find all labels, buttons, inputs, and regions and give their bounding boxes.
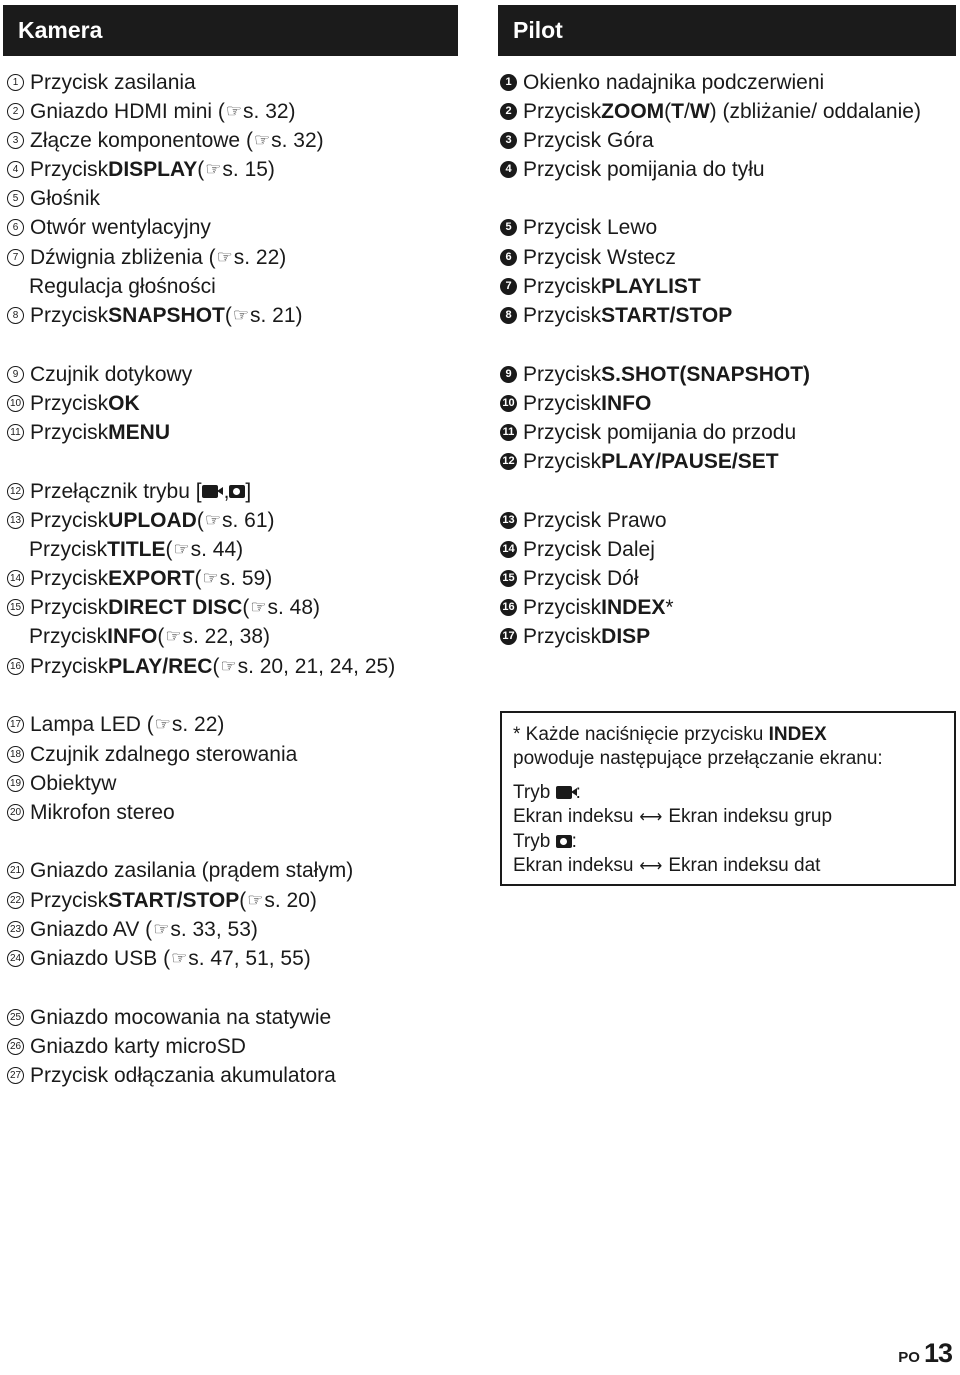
mode-label: Tryb: [513, 782, 551, 803]
list-item: [3, 710, 224, 739]
item-text-ref: s. 20): [264, 889, 317, 912]
item-text-pre: Przycisk: [523, 625, 602, 648]
item-text-pre: Obiektyw: [30, 772, 117, 795]
item-text-ref: s. 21): [250, 304, 303, 327]
colon: :: [571, 831, 577, 852]
item-text-tail: ) (zbliżanie/ oddalanie): [709, 100, 921, 123]
pointing-hand-icon: ☞: [171, 948, 188, 968]
item-number-badge: 21: [7, 862, 24, 879]
item-text-pre: Mikrofon stereo: [30, 801, 175, 824]
item-text-ref: s. 15): [222, 158, 275, 181]
item-number-badge: 1: [7, 74, 24, 91]
note-index-label: INDEX: [768, 724, 827, 745]
item-text-pre: Gniazdo mocowania na statywie: [30, 1006, 332, 1029]
note-photo-sequence: [513, 854, 943, 879]
item-text-pre: Przycisk odłączania akumulatora: [30, 1064, 336, 1087]
item-text-pre: Przycisk: [30, 567, 109, 590]
list-item: [3, 68, 196, 97]
item-text-ref: s. 59): [219, 567, 273, 590]
item-text-bold: PLAY/REC: [108, 655, 213, 678]
page-language: PO: [898, 1349, 920, 1366]
list-item: [3, 593, 320, 622]
mode-label: Tryb: [513, 831, 551, 852]
list-item: [3, 126, 324, 155]
item-text-post: (: [165, 538, 173, 561]
list-item: [3, 944, 311, 973]
item-text-post: (: [194, 567, 202, 590]
item-text-bold: MENU: [108, 421, 171, 444]
item-text-pre: Przycisk: [523, 304, 602, 327]
note-photo-mode: [513, 830, 943, 854]
item-text-post: (: [224, 304, 232, 327]
item-number-badge: 17: [7, 716, 24, 733]
list-item: [3, 360, 192, 389]
item-text-pre: Lampa LED (: [30, 713, 154, 736]
item-text-pre: Przycisk: [523, 392, 602, 415]
pointing-hand-icon: ☞: [232, 305, 249, 325]
note-line-2: powoduje następujące przełączanie ekranu:: [513, 748, 883, 769]
item-text-pre: Gniazdo zasilania (prądem stałym): [30, 859, 354, 882]
item-number-badge: 16: [7, 658, 24, 675]
note-line-1: [513, 723, 943, 747]
item-number-badge: 6: [7, 219, 24, 236]
list-item: [498, 97, 921, 126]
remote-column: [498, 5, 956, 648]
item-number-badge: 6: [500, 249, 517, 266]
item-text-bold: EXPORT: [108, 567, 195, 590]
item-text-bold: INDEX: [601, 596, 666, 619]
pointing-hand-icon: ☞: [225, 101, 243, 121]
item-text-pre: Czujnik dotykowy: [30, 363, 193, 386]
pointing-hand-icon: ☞: [253, 130, 271, 150]
item-text-bold: TITLE: [107, 538, 166, 561]
item-text-bold: START/STOP: [601, 304, 733, 327]
camera-header: Kamera: [3, 5, 458, 56]
item-text-pre: Przycisk Lewo: [523, 216, 658, 239]
page-number-value: 13: [923, 1338, 952, 1368]
page-number: [898, 1338, 952, 1369]
item-number-badge: 19: [7, 775, 24, 792]
list-item: [498, 155, 765, 184]
item-text-pre: Przycisk pomijania do tyłu: [523, 158, 765, 181]
item-number-badge: 9: [500, 366, 517, 383]
pointing-hand-icon: ☞: [216, 247, 233, 267]
item-number-badge: 7: [7, 249, 24, 266]
list-item: [3, 155, 275, 184]
item-text-pre: Przełącznik trybu [: [30, 480, 202, 503]
item-text-bold: INFO: [107, 625, 158, 648]
screen-from: Ekran indeksu: [513, 855, 634, 876]
pointing-hand-icon: ☞: [247, 890, 264, 910]
list-item: [3, 622, 270, 651]
item-number-badge: 12: [500, 453, 517, 470]
item-text-tail: ]: [245, 480, 252, 503]
list-item: [498, 564, 639, 593]
item-text-post: (: [212, 655, 220, 678]
screen-to: Ekran indeksu dat: [668, 855, 821, 876]
item-text-post: (: [664, 100, 672, 123]
item-text-ref: s. 48): [267, 596, 321, 619]
item-text-pre: Okienko nadajnika podczerwieni: [523, 71, 825, 94]
pointing-hand-icon: ☞: [202, 568, 219, 588]
colon: :: [575, 782, 581, 803]
item-number-badge: 11: [500, 424, 517, 441]
item-text-pre: Przycisk: [30, 509, 109, 532]
item-text-bold: INFO: [601, 392, 652, 415]
item-text-pre: Czujnik zdalnego sterowania: [30, 743, 298, 766]
item-number-badge: 10: [500, 395, 517, 412]
pointing-hand-icon: ☞: [204, 510, 221, 530]
list-item: [3, 652, 395, 681]
item-text-ref: s. 47, 51, 55): [188, 947, 311, 970]
item-text-post: (: [196, 509, 204, 532]
item-number-badge: 15: [7, 599, 24, 616]
list-item: [498, 213, 657, 242]
item-text-pre: Przycisk: [29, 538, 108, 561]
item-text-bold: DIRECT DISC: [108, 596, 243, 619]
item-text-bold: START/STOP: [108, 889, 240, 912]
list-item: [3, 740, 297, 769]
list-item: [498, 301, 732, 330]
item-text-bold: PLAY/PAUSE/SET: [601, 450, 779, 473]
item-number-badge: 12: [7, 483, 24, 500]
item-number-badge: 9: [7, 366, 24, 383]
list-item: [498, 418, 796, 447]
item-text-pre: Przycisk: [523, 596, 602, 619]
item-text-post: ,: [223, 480, 230, 503]
item-number-badge: 14: [7, 570, 24, 587]
item-text-pre: Przycisk: [30, 889, 109, 912]
item-text-pre: Gniazdo AV (: [30, 918, 153, 941]
item-number-badge: 24: [7, 950, 24, 967]
item-text-pre: Przycisk Wstecz: [523, 246, 676, 269]
list-item: [498, 389, 651, 418]
item-text-pre: Przycisk: [30, 392, 109, 415]
camera-column: [3, 5, 458, 1087]
item-number-badge: 27: [7, 1067, 24, 1084]
item-number-badge: 23: [7, 921, 24, 938]
item-number-badge: 2: [500, 103, 517, 120]
item-text-pre: Gniazdo HDMI mini (: [30, 100, 225, 123]
two-way-arrow-icon: ⟷: [639, 809, 663, 826]
item-text-ref: s. 22, 38): [182, 625, 271, 648]
pointing-hand-icon: ☞: [220, 656, 237, 676]
item-text-bold: SNAPSHOT: [108, 304, 225, 327]
screen-from: Ekran indeksu: [513, 806, 634, 827]
item-text-pre: Gniazdo karty microSD: [30, 1035, 246, 1058]
item-text-pre: Przycisk Prawo: [523, 509, 667, 532]
item-text-post: *: [665, 596, 674, 619]
list-item: [3, 769, 116, 798]
item-text-pre: Dźwignia zbliżenia (: [30, 246, 216, 269]
item-number-badge: 16: [500, 599, 517, 616]
list-item: [3, 798, 175, 827]
photo-camera-icon: [556, 835, 572, 848]
list-item: [3, 213, 211, 242]
list-item: [3, 1061, 336, 1090]
list-item: [498, 126, 654, 155]
list-item: [3, 1003, 331, 1032]
item-text-post: (: [239, 889, 247, 912]
item-text-pre: Przycisk: [523, 363, 602, 386]
two-way-arrow-icon: ⟷: [639, 858, 663, 875]
item-number-badge: 11: [7, 424, 24, 441]
item-text-ref: s. 61): [221, 509, 275, 532]
item-text-bold2: T: [671, 100, 684, 123]
item-text-pre: Przycisk pomijania do przodu: [523, 421, 797, 444]
item-text-post: (: [197, 158, 205, 181]
item-number-badge: 8: [7, 307, 24, 324]
item-text-ref: s. 32): [271, 129, 324, 152]
item-text-pre: Przycisk: [30, 655, 109, 678]
video-camera-icon: [202, 485, 218, 498]
list-item: [3, 564, 272, 593]
item-number-badge: 20: [7, 804, 24, 821]
item-number-badge: 15: [500, 570, 517, 587]
list-item: [3, 535, 243, 564]
item-number-badge: 13: [7, 512, 24, 529]
note-text: * Każde naciśnięcie przycisku: [513, 724, 769, 745]
list-item: [3, 1032, 246, 1061]
item-text-pre: Głośnik: [30, 187, 101, 210]
item-text-mid: /: [684, 100, 690, 123]
item-text-pre: Przycisk zasilania: [30, 71, 196, 94]
item-number-badge: 26: [7, 1038, 24, 1055]
item-text-pre: Otwór wentylacyjny: [30, 216, 211, 239]
video-camera-icon: [556, 786, 572, 799]
item-number-badge: 8: [500, 307, 517, 324]
item-text-pre: Przycisk: [29, 625, 108, 648]
pointing-hand-icon: ☞: [153, 919, 170, 939]
list-item: [3, 477, 251, 506]
item-text-ref: s. 32): [243, 100, 296, 123]
pointing-hand-icon: ☞: [205, 159, 222, 179]
item-text-bold: ZOOM: [601, 100, 665, 123]
item-text-bold: S.SHOT(SNAPSHOT): [601, 363, 811, 386]
item-number-badge: 7: [500, 278, 517, 295]
pointing-hand-icon: ☞: [165, 626, 182, 646]
item-text-pre: Gniazdo USB (: [30, 947, 171, 970]
item-text-pre: Przycisk: [30, 596, 109, 619]
note-video-sequence: [513, 805, 943, 830]
item-text-post: (: [157, 625, 165, 648]
item-text-pre: Przycisk Dalej: [523, 538, 655, 561]
remote-header: Pilot: [498, 5, 956, 56]
item-number-badge: 5: [7, 190, 24, 207]
item-number-badge: 18: [7, 746, 24, 763]
item-text-ref: s. 20, 21, 24, 25): [237, 655, 396, 678]
list-item: [3, 301, 303, 330]
screen-to: Ekran indeksu grup: [668, 806, 833, 827]
list-item: [498, 622, 650, 651]
item-text-pre: Regulacja głośności: [29, 275, 216, 298]
list-item: [3, 886, 317, 915]
note-video-mode: [513, 781, 943, 805]
item-text-pre: Przycisk: [523, 450, 602, 473]
item-number-badge: 2: [7, 103, 24, 120]
item-number-badge: 5: [500, 219, 517, 236]
list-item: [3, 389, 140, 418]
list-item: [3, 915, 258, 944]
item-text-post: (: [242, 596, 250, 619]
list-item: [498, 360, 810, 389]
item-number-badge: 14: [500, 541, 517, 558]
item-text-ref: s. 22): [233, 246, 287, 269]
list-item: [3, 97, 296, 126]
item-number-badge: 4: [7, 161, 24, 178]
item-number-badge: 13: [500, 512, 517, 529]
item-text-pre: Przycisk: [30, 421, 109, 444]
item-text-bold: DISP: [601, 625, 651, 648]
list-item: [3, 184, 100, 213]
item-text-bold: UPLOAD: [108, 509, 197, 532]
list-item: [498, 68, 824, 97]
item-text-pre: Przycisk: [523, 275, 602, 298]
item-text-bold3: W: [689, 100, 710, 123]
index-note-box: [500, 711, 956, 886]
item-number-badge: 3: [500, 132, 517, 149]
list-item: [498, 506, 667, 535]
item-number-badge: 10: [7, 395, 24, 412]
item-text-bold: DISPLAY: [108, 158, 198, 181]
list-item: [498, 272, 701, 301]
list-item: [3, 418, 170, 447]
list-item: [3, 272, 216, 301]
item-text-pre: Złącze komponentowe (: [30, 129, 253, 152]
list-item: [3, 506, 275, 535]
item-text-ref: s. 22): [171, 713, 225, 736]
item-text-pre: Przycisk Dół: [523, 567, 639, 590]
item-text-pre: Przycisk: [523, 100, 602, 123]
item-number-badge: 22: [7, 892, 24, 909]
pointing-hand-icon: ☞: [173, 539, 190, 559]
list-item: [498, 447, 779, 476]
list-item: [498, 243, 676, 272]
item-number-badge: 4: [500, 161, 517, 178]
item-text-bold: OK: [108, 392, 140, 415]
item-number-badge: 17: [500, 628, 517, 645]
item-text-ref: s. 33, 53): [170, 918, 258, 941]
item-text-pre: Przycisk: [30, 304, 109, 327]
pointing-hand-icon: ☞: [250, 597, 267, 617]
item-number-badge: 25: [7, 1009, 24, 1026]
item-text-pre: Przycisk Góra: [523, 129, 654, 152]
item-number-badge: 1: [500, 74, 517, 91]
pointing-hand-icon: ☞: [154, 714, 171, 734]
item-number-badge: 3: [7, 132, 24, 149]
item-text-pre: Przycisk: [30, 158, 109, 181]
list-item: [498, 593, 674, 622]
list-item: [3, 856, 353, 885]
list-item: [498, 535, 655, 564]
item-text-bold: PLAYLIST: [601, 275, 701, 298]
item-text-ref: s. 44): [190, 538, 244, 561]
list-item: [3, 243, 286, 272]
photo-camera-icon: [229, 485, 245, 498]
